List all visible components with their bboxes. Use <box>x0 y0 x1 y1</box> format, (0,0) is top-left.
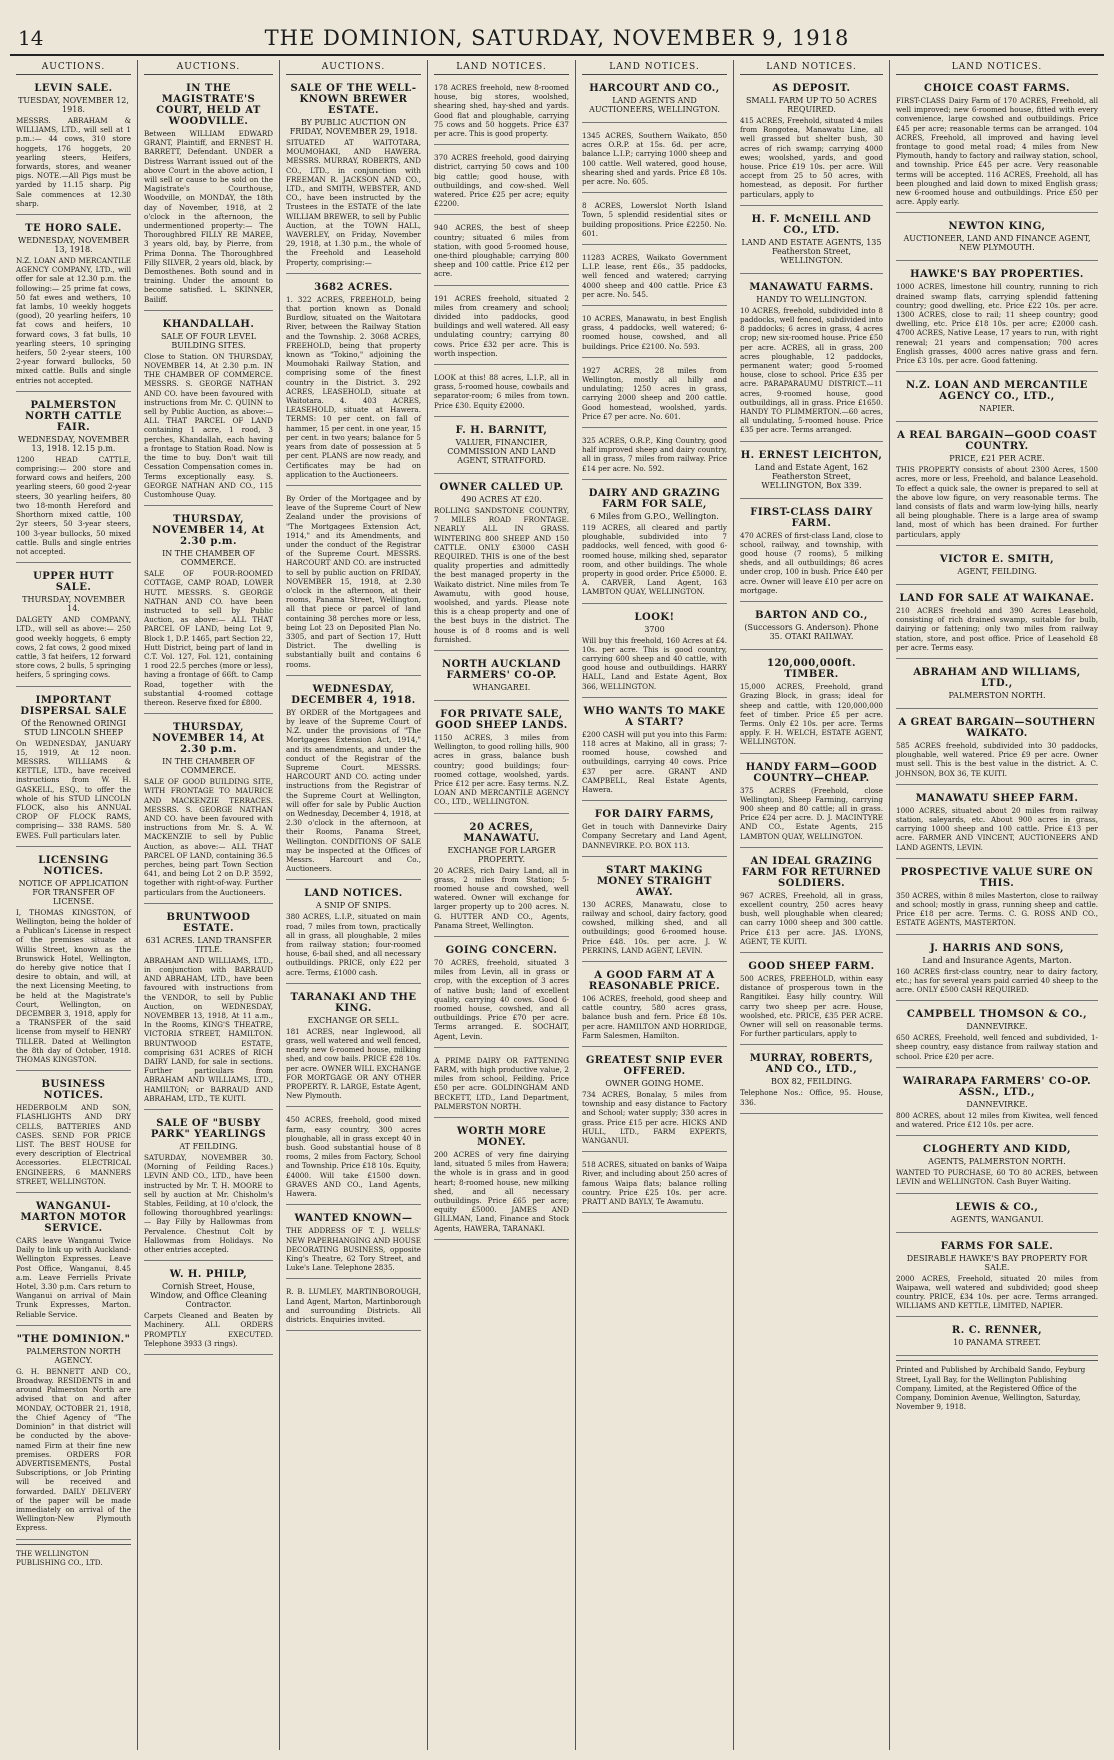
classified-ad <box>144 908 273 1110</box>
classified-ad <box>144 79 273 311</box>
ad-body: By Order of the Mortgagee and by leave of the Supreme Court of New Zealand under the provisions of "The Mortgagees Extension Act, 1914," and its Amendments, and under the conduct of the Registrar of the Supreme Court. MESSRS. HARCOURT AND CO. are instructed to sell by public auction on FRIDAY, NOVEMBER 15, 1918, at 2.30 o'clock in the afternoon, at their rooms, Panama Street, Wellington, all that piece or parcel of land containing 38 perches more or less, being Lot 23 on Deposited Plan No. 3305, and part of Section 17, Hutt District. The dwelling is substantially built and contains 6 rooms. <box>286 493 421 669</box>
classified-ad <box>582 608 727 698</box>
classified-ad <box>434 421 569 474</box>
classified-ad <box>740 446 883 499</box>
ad-title: LOOK! <box>634 611 675 623</box>
ad-body: 1150 ACRES, 3 miles from Wellington, to good rolling hills, 900 acres in grass, balance bush country; good buildings; four-roomed cottage, woolshed, yards. Price £12 per acre. Easy terms. N.Z. LOAN AND MERCANTILE AGENCY CO., LTD., WELLINGTON. <box>434 732 569 807</box>
ad-subtitle: AGENTS, WANGANUI. <box>950 1214 1044 1224</box>
classified-ad <box>434 1052 569 1118</box>
ad-title: FARMS FOR SALE. <box>940 1240 1054 1252</box>
ad-subtitle: Cornish Street, House, Window, and Office Cleaning Contractor. <box>149 1282 268 1310</box>
classified-ad <box>582 966 727 1047</box>
classified-ad <box>286 79 421 274</box>
ad-body: 119 ACRES, all cleared and partly ploughable, subdivided into 7 paddocks, well fenced, with good 6-roomed house, milking shed, separator room, and other buildings. The whole property in good order. Price £5000. E. A. CARVER, Land Agent, 163 LAMBTON QUAY, WELLINGTON. <box>582 522 727 597</box>
section-heading: LAND NOTICES. <box>740 60 883 75</box>
ad-title: IMPORTANT DISPERSAL SALE <box>20 694 127 717</box>
ad-body: SALE OF FOUR-ROOMED COTTAGE, CAMP ROAD, LOWER HUTT. MESSRS. S. GEORGE NATHAN AND CO. have been instructed to sell by Public Auction, as above:— ALL THAT PARCEL OF LAND, being Lot 9, Block 1, D.P. 1465, part Section 22, Hutt District, being part of land in C.T. Vol. 127, Fol. 121, containing 1 rood 22.5 perches (more or less), having a frontage of 66ft. to Camp Road, together with the substantial 4-roomed cottage thereon. Reserve fixed for £800. <box>144 569 273 707</box>
ad-title: THURSDAY, NOVEMBER 14, At 2.30 p.m. <box>152 514 265 548</box>
ad-title: WHO WANTS TO MAKE A START? <box>583 705 726 728</box>
classified-ad <box>582 1156 727 1213</box>
ad-title: PALMERSTON NORTH CATTLE FAIR. <box>25 399 122 433</box>
ad-body: 470 ACRES of first-class Land, close to school, railway, and township, with good house (7 rooms), 5 milking sheds, and all outbuildings; 86 acres under crop, 100 in bush. Price £40 per acre. Owner will leave £10 per acre on mortgage. <box>740 530 883 595</box>
section-heading: LAND NOTICES. <box>582 60 727 75</box>
classified-ad <box>286 988 421 1108</box>
classified-ad <box>434 655 569 701</box>
ad-subtitle: Of the Renowned ORINGI STUD LINCOLN SHEEP <box>20 718 127 737</box>
column-7 <box>890 60 1104 1750</box>
classified-ad <box>434 705 569 814</box>
ad-body: 178 ACRES freehold, new 8-roomed house, big stores, woolshed, shearing shed, hay-shed and yards. Good flat and ploughable, carrying 75 cows and 50 hoggets. Price £37 per acre. This is good property. <box>434 83 569 139</box>
classified-ad <box>582 805 727 857</box>
ad-body: 650 ACRES, Freehold, well fenced and subdivided, 1-sheep country, easy distance from railway station and school. Price £20 per acre. <box>896 1033 1098 1061</box>
classified-ad <box>16 1075 131 1193</box>
ad-body: I, THOMAS KINGSTON, of Wellington, being the holder of a Publican's License in respect of the premises situate at Willis Street, known as the Brunswick Hotel, Wellington, do hereby give notice that I desire to obtain, and will, at the next Licensing Meeting, to be held at the Magistrate's Court, Wellington, on DECEMBER 3, 1918, apply for a TRANSFER of the said license from myself to HENRY TILLER. Dated at Wellington the 8th day of October, 1918. THOMAS KINGSTON. <box>16 907 131 1065</box>
classified-ad <box>740 278 883 442</box>
ad-body: 1000 ACRES, situated about 20 miles from railway station, saleyards, etc. About 900 acres in grass, carrying 1000 sheep and 100 cattle. Price £13 per acre. FARMER AND VINCENT, AUCTIONEERS AND LAND AGENTS, LEVIN. <box>896 805 1098 852</box>
ad-body: THE ADDRESS OF T. J. WELLS' NEW PAPERHANGING AND HOUSE DECORATING BUSINESS, opposite King's Theatre, 62 Tory Street, and Luke's Lane. Telephone 2835. <box>286 1226 421 1273</box>
ad-body: THIS PROPERTY consists of about 2300 Acres, 1500 acres, more or less, Freehold, and balance Leasehold. To effect a quick sale, the owner is prepared to sell at the above low figure, on very reasonable terms. The land consists of flats and warm low-lying hills, nearly all being ploughable. There is a large area of swamp land, most of which has been drained. For further particulars, apply <box>896 465 1098 539</box>
ad-title: BARTON AND CO., <box>755 610 868 622</box>
ad-body: CARS leave Wanganui Twice Daily to link up with Auckland-Wellington Expresses. Leave Post Office, Wanganui, 8.45 a.m. Leave Ferriells Private Hotel, 3.30 p.m. Cars return to Wanganui on arrival of Main Trunk Expresses, Marton. Reliable Service. <box>16 1236 131 1319</box>
classified-ad <box>434 478 569 651</box>
classified-ad <box>434 79 569 145</box>
classified-ad <box>434 149 569 215</box>
ad-title: H. F. McNEILL AND CO., LTD. <box>751 213 872 236</box>
classified-ad <box>740 606 883 650</box>
ad-subtitle: PALMERSTON NORTH. <box>948 690 1046 700</box>
classified-ad <box>434 290 569 365</box>
ad-body: 191 ACRES freehold, situated 2 miles from creamery and school; divided into paddocks, good buildings and well watered. All easy undulating country; carrying 80 cows. Price £32 per acre. This is worth inspection. <box>434 293 569 358</box>
ad-body: 10 ACRES, freehold, subdivided into 8 paddocks, well fenced, subdivided into 8 paddocks; 6 acres in grass, 4 acres crop; new six-roomed house. Price £50 per acre. ACRES, all in grass, 200 acres ploughable, 12 paddocks, permanent water; good 5-roomed house, close to school. Price £35 per acre. PARAPARAUMU DISTRICT.—11 acres, 9-roomed house, good outbuildings, all in grass. Price £1650. HANDY TO PLIMMERTON.—60 acres, all undulating, 5-roomed house. Price £35 per acre. Terms arranged. <box>740 305 883 435</box>
ad-body: 1000 ACRES, limestone hill country, running to rich drained swamp flats, carrying splendid fattening country; good dwelling, etc. Price £22 10s. per acre. 1300 ACRES, close to rail; 11 sheep country; good dwelling, etc. Price £18 10s. per acre; £2000 cash. 4700 ACRES, Native Lease, 17 years to run, with right renewal; 21 years and compensation; 700 acres English grasses, 4000 acres native grass and fern. Price £3 10s. per acre. Good fattening. <box>896 282 1098 366</box>
ad-title: UPPER HUTT SALE. <box>33 571 114 594</box>
classified-ad <box>286 1111 421 1205</box>
ad-subtitle: NOTICE OF APPLICATION FOR TRANSFER OF LICENSE. <box>18 878 129 906</box>
column-3 <box>280 60 428 1750</box>
ad-subtitle: TUESDAY, NOVEMBER 12, 1918. <box>18 96 129 114</box>
ad-body: 518 ACRES, situated on banks of Waipa River, and including about 250 acres of famous Waipa flats; balance rolling country. Price £25 10s. per acre. PRATT AND BAYLY, Te Awamutu. <box>582 1160 727 1207</box>
section-heading: AUCTIONS. <box>16 60 131 75</box>
classified-ad <box>434 941 569 1048</box>
ad-body: 1. 322 ACRES, FREEHOLD, being that portion known as Donald Burdlow, situated on the Waitotara River, between the Railway Station and the Township. 2. 3068 ACRES, FREEHOLD, being that property known as "Tokino," adjoining the Moumohaki Railway Station, and comprising some of the finest country in the District. 3. 292 ACRES, LEASEHOLD, situate at Waitotara. 4. 403 ACRES, LEASEHOLD, situate at Hawera. TERMS: 10 per cent. on fall of hammer, 15 per cent. in one year, 15 per cent. in two years; balance for 5 years from date of possession at 5 per cent. PLANS are now ready, and Certificates may be had on application to the Auctioneers. <box>286 294 421 479</box>
classified-ad <box>896 1072 1098 1136</box>
classified-ad <box>896 663 1098 709</box>
ad-title: WANGANUI-MARTON MOTOR SERVICE. <box>20 1201 127 1235</box>
classified-ad <box>286 490 421 676</box>
column-2 <box>138 60 280 1750</box>
ad-subtitle: DANNEVIRKE. <box>966 1099 1028 1109</box>
ad-subtitle: HANDY TO WELLINGTON. <box>756 294 867 304</box>
ad-title: HAWKE'S BAY PROPERTIES. <box>910 269 1084 281</box>
classified-ad <box>896 1198 1098 1233</box>
classified-ad <box>286 884 421 983</box>
ad-body: SALE OF GOOD BUILDING SITE, WITH FRONTAGE TO MAURICE AND MACKENZIE TERRACES. MESSRS. S. GEORGE NATHAN AND CO. have been favoured with instructions from Mr. S. A. W. MACKENZIE to sell by Public Auction, as above:— ALL THAT PARCEL OF LAND, containing 36.5 perches, being part Town Section 641, and being Lot 2 on D.P. 3592, together with right-of-way. Further particulars from the Auctioneers. <box>144 777 273 897</box>
ad-title: A GREAT BARGAIN—SOUTHERN WAIKATO. <box>898 716 1096 739</box>
ad-subtitle: AUCTIONEER, LAND AND FINANCE AGENT, NEW PLYMOUTH. <box>903 234 1091 253</box>
ad-subtitle: 490 ACRES AT £20. <box>461 494 542 504</box>
ad-body: 967 ACRES, Freehold, all in grass, excellent country, 250 acres heavy bush, well ploughable when cleared; can carry 1000 sheep and 300 cattle. Price £13 per acre. JAS. LYONS, AGENT, TE KUITI. <box>740 890 883 946</box>
classified-ad <box>740 1049 883 1113</box>
classified-ad <box>896 79 1098 213</box>
ad-body: Carpets Cleaned and Beaten by Machinery. ALL ORDERS PROMPTLY EXECUTED. Telephone 3933 (3 rings). <box>144 1311 273 1348</box>
classified-ad <box>16 567 131 686</box>
classified-ad <box>896 789 1098 859</box>
classified-ad <box>582 1051 727 1152</box>
ad-body: HEDERBOLM AND SON, FLASHLIGHTS AND DRY CELLS, BATTERIES AND CASES. SEND FOR PRICE LIST. The BEST HOUSE for every description of Electrical Accessories. ELECTRICAL ENGINEERS, 6 MANNERS STREET, WELLINGTON. <box>16 1103 131 1186</box>
ad-body: £200 CASH will put you into this Farm: 118 acres at Makino, all in grass; 7-roomed house, cowshed and outbuildings, carrying 40 cows. Price £37 per acre. GRANT AND CAMPBELL, Real Estate Agents, Hawera. <box>582 729 727 794</box>
ad-subtitle: IN THE CHAMBER OF COMMERCE. <box>162 549 255 568</box>
classified-ad <box>144 510 273 714</box>
ad-title: H. ERNEST LEICHTON, <box>740 449 883 461</box>
ad-body: 734 ACRES, Bonalay, 5 miles from township and easy distance to Factory and School; water supply; 330 acres in grass. Price £15 per acre. HICKS AND HULL, LTD., FARM EXPERTS, WANGANUI. <box>582 1090 727 1146</box>
ad-body: A PRIME DAIRY OR FATTENING FARM, with high productive value, 2 miles from school, Feilding. Price £50 per acre. GOLDINGHAM AND BECKETT, LTD., Land Department, PALMERSTON NORTH. <box>434 1055 569 1111</box>
classified-ad <box>740 654 883 753</box>
classified-ad <box>740 210 883 274</box>
ad-body: Between WILLIAM EDWARD GRANT, Plaintiff, and ERNEST H. BARRETT, Defendant. UNDER a Distress Warrant issued out of the above Court in the above action, I will sell or cause to be sold on the Magistrate's Courthouse, Woodville, on MONDAY, the 18th day of November, 1918, at 2 o'clock in the afternoon, the undermentioned property:— The Thoroughbred FILLY RE MAREE, 3 years old, bay, by Pierre, from Prima Donna. The Thoroughbred Filly SILVER, 2 years old, black, by Demosthenes. Both sound and in training. Under the amount to become satisfied. L. SKINNER, Bailiff. <box>144 129 273 304</box>
ad-title: N.Z. LOAN AND MERCANTILE AGENCY CO., LTD., <box>906 380 1088 403</box>
ad-title: CHOICE COAST FARMS. <box>924 83 1070 94</box>
classified-ad <box>896 939 1098 1002</box>
classified-ad <box>896 376 1098 422</box>
ad-title: F. H. BARNITT, <box>455 424 548 436</box>
ad-title: FOR DAIRY FARMS, <box>594 809 715 821</box>
ad-title: NEWTON KING, <box>948 221 1046 233</box>
ad-body: 585 ACRES freehold, subdivided into 30 paddocks, ploughable, well watered. Price £9 per acre. Owner must sell. This is the best value in the district. A. C. JOHNSON, BOX 36, TE KUITI. <box>896 740 1098 778</box>
classified-ad <box>286 680 421 881</box>
ad-title: MANAWATU FARMS. <box>749 281 874 293</box>
ad-body: DALGETY AND COMPANY, LTD., will sell as above:— 250 good weekly hoggets, 6 empty cows, 2 fat cows, 2 good mixed cattle, 3 fat heifers, 12 forward store cows, 2 bulls, 5 springing heifers, 5 springing cows. <box>16 615 131 680</box>
ad-title: AN IDEAL GRAZING FARM FOR RETURNED SOLDIERS. <box>741 855 882 889</box>
ad-subtitle: BOX 82, FEILDING. <box>770 1077 853 1087</box>
classified-ad <box>896 863 1098 935</box>
classified-ad <box>286 1209 421 1279</box>
ad-body: 800 ACRES, about 12 miles from Kiwitea, well fenced and watered. Price £12 10s. per acre. <box>896 1110 1098 1129</box>
ad-subtitle: (Successors G. Anderson). Phone 35. OTAKI RAILWAY. <box>744 623 879 642</box>
classified-ad <box>434 369 569 417</box>
ad-subtitle: OWNER GOING HOME. <box>605 1079 704 1088</box>
ad-title: "THE DOMINION." <box>16 1333 131 1345</box>
ad-title: BRUNTWOOD ESTATE. <box>166 911 251 934</box>
ad-title: WANTED KNOWN— <box>294 1213 413 1225</box>
ad-title: START MAKING MONEY STRAIGHT AWAY. <box>596 864 712 898</box>
classified-ad <box>582 197 727 245</box>
ad-body: 2000 ACRES, Freehold, situated 20 miles from Waipawa, well watered and subdivided; good sheep country. PRICE, £34 10s. per acre. Terms arranged. WILLIAMS AND KETTLE, LIMITED, NAPIER. <box>896 1273 1098 1311</box>
classified-ad <box>896 1140 1098 1193</box>
ad-subtitle: LAND AND ESTATE AGENTS, 135 Featherston Street, WELLINGTON. <box>741 237 882 265</box>
classified-ad <box>896 1005 1098 1068</box>
page-number: 14 <box>18 26 44 50</box>
section-heading: LAND NOTICES. <box>896 60 1098 75</box>
classified-ad <box>144 1265 273 1355</box>
ad-body: WANTED TO PURCHASE, 60 TO 80 ACRES, between LEVIN and WELLINGTON. Cash Buyer Waiting. <box>896 1168 1098 1187</box>
ad-subtitle: EXCHANGE OR SELL. <box>307 1015 400 1025</box>
classified-ad <box>434 219 569 285</box>
ad-body: R. B. LUMLEY, MARTINBOROUGH, Land Agent, Marton, Martinborough and surrounding Districts. All districts. Enquiries invited. <box>286 1287 421 1324</box>
ad-body: 20 ACRES, rich Dairy Land, all in grass, 2 miles from Station; 5-roomed house and cowshed, well watered. Owner will exchange for larger property up to 200 acres. N. G. HUTTER AND CO., Agents, Panama Street, Wellington. <box>434 865 569 930</box>
newspaper-title: THE DOMINION, SATURDAY, NOVEMBER 9, 1918 <box>264 26 850 50</box>
ad-body: MESSRS. ABRAHAM & WILLIAMS, LTD., will sell at 1 p.m.:— 44 cows, 310 store hoggets, 176 hoggets, 20 yearling steers, Heifers, forwards, stores, and weaner pigs. NOTE.—All Pigs must be yarded by 11.15 sharp. Pig Sale commences at 12.30 sharp. <box>16 116 131 208</box>
classified-ad <box>740 79 883 206</box>
classified-ad <box>582 484 727 604</box>
ad-title: PROSPECTIVE VALUE SURE ON THIS. <box>900 866 1094 889</box>
classified-ad <box>582 861 727 962</box>
ad-title: FOR PRIVATE SALE, GOOD SHEEP LANDS. <box>435 708 568 731</box>
classified-ad <box>896 426 1098 546</box>
ad-body: 375 ACRES (Freehold, close Wellington), Sheep Farming, carrying 900 sheep and 80 cattle; all in grass. Price £24 per acre. D. J. MACINTYRE AND CO., Estate Agents, 215 LAMBTON QUAY, WELLINGTON. <box>740 785 883 841</box>
classified-ad <box>16 396 131 563</box>
ad-subtitle: WEDNESDAY, NOVEMBER 13, 1918. 12.15 p.m. <box>18 434 129 453</box>
classified-ad <box>896 713 1098 785</box>
classified-ad <box>896 589 1098 659</box>
ad-title: BUSINESS NOTICES. <box>41 1079 106 1102</box>
classified-ad <box>896 217 1098 261</box>
ad-body: 350 ACRES, within 8 miles Masterton, close to railway and school; mostly in grass, running sheep and cattle. Price £18 per acre. Terms. C. G. ROSS AND CO., ESTATE AGENTS, MASTERTON. <box>896 890 1098 928</box>
classified-ad <box>16 691 131 847</box>
ad-subtitle: LAND AGENTS AND AUCTIONEERS, WELLINGTON. <box>589 96 720 114</box>
ad-title: WEDNESDAY, DECEMBER 4, 1918. <box>291 683 416 706</box>
classified-ad <box>16 851 131 1071</box>
ad-subtitle: 631 ACRES. LAND TRANSFER TITLE. <box>145 935 272 954</box>
classified-ad <box>144 718 273 904</box>
classified-ad <box>16 1330 131 1540</box>
ad-body: 1200 HEAD CATTLE, comprising:— 200 store and forward cows and heifers, 200 yearling steers, 60 good 2-year steers, 30 yearling heifers, 80 two 18-month Hereford and Shorthorn mixed cattle, 100 2yr steers, 50 3-year steers, 100 3-year bullocks, 50 mixed cattle. Bulls and single entries not accepted. <box>16 454 131 556</box>
ad-title: GOING CONCERN. <box>445 944 558 956</box>
ad-title: HARCOURT AND CO., <box>589 83 720 94</box>
ad-body: ABRAHAM AND WILLIAMS, LTD., in conjunction with BARRAUD AND ABRAHAM, LTD., have been favoured with instructions from the VENDOR, to sell by Public Auction, on WEDNESDAY, NOVEMBER 13, 1918, At 11 a.m., In the Rooms, KING'S THEATRE, VICTORIA STREET, HAMILTON. BRUNTWOOD ESTATE, comprising 631 ACRES of RICH DAIRY LAND, for sale in sections. Further particulars from ABRAHAM AND WILLIAMS, LTD., HAMILTON; or BARRAUD AND ABRAHAM, LTD., TE KUITI. <box>144 955 273 1103</box>
ad-title: TARANAKI AND THE KING. <box>290 991 417 1014</box>
ad-body: G. H. BENNETT AND CO., Broadway. RESIDENTS in and around Palmerston North are advised that on and after MONDAY, OCTOBER 21, 1918, the Chief Agency of "The Dominion" in that district will be conducted by the above-named Firm at their fine new premises. ORDERS FOR ADVERTISEMENTS, Postal Subscriptions, or Job Printing will be received and forwarded. DAILY DELIVERY of the paper will be made immediately on arrival of the Wellington-New Plymouth Express. <box>16 1366 131 1533</box>
ad-title: LEVIN SALE. <box>34 83 113 94</box>
ad-body: 370 ACRES freehold, good dairying district, carrying 50 cows and 100 big cattle; good house, with outbuildings, and cow-shed. Well watered. Price £25 per acre; equity £2200. <box>434 153 569 209</box>
ad-subtitle: A SNIP OF SNIPS. <box>315 901 392 911</box>
ad-body: 1345 ACRES, Southern Waikato, 850 acres O.R.P. at 15s. 6d. per acre, balance L.I.P.; carrying 1000 sheep and 100 cattle. Well watered, good house, shearing shed and yards. Price £8 10s. per acre. No. 605. <box>582 131 727 187</box>
ad-body: FIRST-CLASS Dairy Farm of 170 ACRES, Freehold, all well improved; new 6-roomed house, fitted with every convenience, large cowshed and outbuildings. Price £45 per acre; reasonable terms can be arranged. 104 ACRES, Freehold, all improved and having level frontage to good metal road; 4 miles from New Plymouth, handy to factory and railway station, school, and township. Price £45 per acre. Very reasonable terms will be accepted. 116 ACRES, Freehold, all has been ploughed and laid down to mixed English grass; new 6-roomed house and outbuildings. Price £50 per acre. Apply early. <box>896 96 1098 207</box>
ad-title: TE HORO SALE. <box>25 223 122 235</box>
ad-body: 200 ACRES of very fine dairying land, situated 5 miles from Hawera; the whole is in grass and in good heart; 8-roomed house, new milking shed, and all necessary outbuildings. Price £65 per acre; equity £5000. JAMES AND GILLMAN, Land, Finance and Stock Agents, HAWERA, TARANAKI. <box>434 1150 569 1233</box>
ad-title: LAND FOR SALE AT WAIKANAE. <box>899 592 1095 604</box>
ad-body: LOOK at this! 88 acres, L.I.P., all in grass, 5-roomed house, cowbails and separator-room; 6 miles from town. Price £30. Equity £2000. <box>434 373 569 410</box>
section-heading: AUCTIONS. <box>286 60 421 75</box>
ad-title: OWNER CALLED UP. <box>439 481 564 493</box>
classified-ad <box>740 503 883 602</box>
ad-subtitle: WHANGAREI. <box>472 682 531 692</box>
ad-subtitle: AGENT, FEILDING. <box>957 566 1037 576</box>
ad-subtitle: PALMERSTON NORTH AGENCY. <box>26 1346 121 1365</box>
classified-ad <box>582 127 727 193</box>
ad-title: SALE OF THE WELL-KNOWN BREWER ESTATE. <box>290 83 417 116</box>
classified-ad <box>144 315 273 506</box>
ad-subtitle: IN THE CHAMBER OF COMMERCE. <box>162 757 255 776</box>
ad-subtitle: Land and Insurance Agents, Marton. <box>922 955 1072 965</box>
ad-body: 10 ACRES, Manawatu, in best English grass, 4 paddocks, well watered; 6-roomed house, cowshed, and all buildings. Price £2100. No. 593. <box>582 314 727 351</box>
ad-title: J. HARRIS AND SONS, <box>929 942 1065 954</box>
section-heading: AUCTIONS. <box>144 60 273 75</box>
ad-body: 11283 ACRES, Waikato Government L.I.P. lease, rent £6s., 35 paddocks, well fenced and watered; carrying 4000 sheep and 400 cattle. Price £3 per acre. No. 545. <box>582 253 727 299</box>
ad-title: THURSDAY, NOVEMBER 14, At 2.30 p.m. <box>152 722 265 756</box>
ad-subtitle: AT FEILDING. <box>179 1142 238 1152</box>
ad-body: Will buy this freehold, 160 Acres at £4. 10s. per acre. This is good country, carrying 600 sheep and 40 cattle, with good house and outbuildings. HARRY HALL, Land and Estate Agent, Box 366, WELLINGTON. <box>582 635 727 691</box>
ad-body: 15,000 ACRES, Freehold, grand Grazing Block, in grass; ideal for sheep and cattle, with 120,000,000 feet of timber. Price £5 per acre. Terms. Only £2 10s. per acre. Terms apply. F. H. WELCH, ESTATE AGENT, WELLINGTON. <box>740 682 883 747</box>
ad-title: NORTH AUCKLAND FARMERS' CO-OP. <box>441 658 562 681</box>
ad-title: SALE OF "BUSBY PARK" YEARLINGS <box>150 1118 267 1141</box>
classified-ad <box>582 702 727 801</box>
classified-ad <box>286 278 421 486</box>
ad-body: 70 ACRES, freehold, situated 3 miles from Levin, all in grass or crop, with the exception of 3 acres of native bush; land of excellent quality, carrying 40 cows. Good 6-roomed house, cowshed, and all outbuildings. Price £70 per acre. Terms arranged. E. SOCHAIT, Agent, Levin. <box>434 957 569 1041</box>
classified-ad <box>582 310 727 358</box>
ad-body: 500 ACRES, FREEHOLD, within easy distance of prosperous town in the Rangitikei. Easy hilly country. Will carry two sheep per acre. House, woolshed, etc. PRICE, £35 PER ACRE. Owner will sell on reasonable terms. For further particulars, apply to <box>740 973 883 1039</box>
ad-subtitle: EXCHANGE FOR LARGER PROPERTY. <box>447 845 556 864</box>
ad-title: MURRAY, ROBERTS, AND CO., LTD., <box>749 1053 874 1076</box>
classified-ad <box>740 758 883 848</box>
ad-title: LEWIS & CO., <box>955 1201 1039 1213</box>
classified-ad <box>896 1237 1098 1318</box>
ad-subtitle: 10 PANAMA STREET. <box>953 1338 1041 1348</box>
ad-body: 210 ACRES freehold and 390 Acres Leasehold, consisting of rich drained swamp, suitable for bulb, dairying or fattening; only two miles from railway station, store, and post office. Price of Leasehold £8 per acre. Terms easy. <box>896 605 1098 652</box>
ad-title: WAIRARAPA FARMERS' CO-OP. ASSN., LTD., <box>902 1075 1092 1098</box>
ad-body: 106 ACRES, freehold, good sheep and cattle country, 580 acres grass, balance bush and fern. Price £8 10s. per acre. HAMILTON AND HORRIDGE, Farm Salesmen, Hamilton. <box>582 993 727 1040</box>
ad-body: 160 ACRES first-class country, near to dairy factory, etc.; has for several years paid carried 40 sheep to the acre. ONLY £500 CASH REQUIRED. <box>896 966 1098 994</box>
classified-ad <box>16 1197 131 1326</box>
ad-title: LAND NOTICES. <box>304 888 403 900</box>
ad-title: DAIRY AND GRAZING FARM FOR SALE, <box>588 487 721 510</box>
ad-subtitle: 6 Miles from G.P.O., Wellington. <box>590 511 719 521</box>
ad-title: CAMPBELL THOMSON & CO., <box>906 1009 1088 1021</box>
classified-ad <box>286 1283 421 1331</box>
ad-title: 20 ACRES, MANAWATU. <box>463 821 540 844</box>
ad-body: SITUATED AT WAITOTARA, MOUMOHAKI, AND HAWERA. MESSRS. MURRAY, ROBERTS, AND CO., LTD., in conjunction with FREEMAN R. JACKSON AND CO., LTD., and SMITH, WEBSTER, AND CO., have been instructed by the Trustees in the ESTATE of the late WILLIAM BREWER, to sell by Public Auction, at the TOWN HALL, WAVERLEY, on Friday, November 29, 1918, at 1.30 p.m., the whole of the Freehold and Leasehold Property, comprising:— <box>286 138 421 267</box>
ad-subtitle: DESIRABLE HAWKE'S BAY PROPERTY FOR SALE. <box>906 1253 1088 1272</box>
ad-subtitle: Land and Estate Agent, 162 Featherston Street, WELLINGTON, Box 339. <box>754 462 869 490</box>
ad-title: MANAWATU SHEEP FARM. <box>915 792 1079 804</box>
classified-ad <box>896 550 1098 585</box>
column-6 <box>734 60 890 1750</box>
ad-body: 940 ACRES, the best of sheep country; situated 6 miles from station, with good 5-roomed house, one-third ploughable; carrying 800 sheep and 100 cattle. Price £12 per acre. <box>434 223 569 279</box>
ad-title: GOOD SHEEP FARM. <box>748 960 875 972</box>
classified-ad <box>582 79 727 123</box>
ad-title: GREATEST SNIP EVER OFFERED. <box>585 1055 724 1077</box>
column-4 <box>428 60 576 1750</box>
classified-ad <box>434 1122 569 1240</box>
ad-body: 415 ACRES, Freehold, situated 4 miles from Rongotea, Manawatu Line, all well grassed but shelter bush, 30 acres of rich swamp; carrying 4000 ewes; woolshed, yards, and good house. Price £19 10s. per acre. Will accept from 25 to 50 acres, with homestead, as deposit. For further particulars, apply to <box>740 116 883 199</box>
ad-subtitle: DANNEVIRKE. <box>966 1022 1028 1032</box>
classified-ad <box>582 432 727 480</box>
ad-subtitle: SALE OF FOUR LEVEL BUILDING SITES. <box>160 331 257 350</box>
ad-body: SATURDAY, NOVEMBER 30. (Morning of Feilding Races.) LEVIN AND CO., LTD., have been instructed by Mr. T. H. MOORE to sell by auction at Mr. Chisholm's Stables, Feilding, at 10 o'clock, the following thoroughbred yearlings:— Bay Filly by Hallowmas from Pervalence. Chestnut Colt by Hallowmas from Holidays. No other entries accepted. <box>144 1153 273 1255</box>
ad-body: On WEDNESDAY, JANUARY 15, 1919, At 12 noon. MESSRS. WILLIAMS & KETTLE, LTD., have received instructions from W. H. GASKELL, ESQ., to offer the whole of his STUD LINCOLN FLOCK, also his ANNUAL CROP OF FLOCK RAMS, comprising— 338 RAMS. 580 EWES. Full particulars later. <box>16 738 131 840</box>
classified-ad <box>434 818 569 937</box>
section-heading: LAND NOTICES. <box>434 60 569 75</box>
ad-body: 130 ACRES, Manawatu, close to railway and school, dairy factory, good cowshed, milking shed, and all outbuildings; good 6-roomed house. Price £48. 10s. per acre. J. W. PERKINS, LAND AGENT, LEVIN. <box>582 899 727 955</box>
ad-body: 181 ACRES, near Inglewood, all grass, well watered and well fenced, nearly new 6-roomed house, milking shed, and cow bails. PRICE £28 10s. per acre. OWNER WILL EXCHANGE FOR MORTGAGE OR ANY OTHER PROPERTY. R. LARGE, Estate Agent, New Plymouth. <box>286 1026 421 1101</box>
ad-title: ABRAHAM AND WILLIAMS, LTD., <box>913 666 1081 689</box>
ad-title: FIRST-CLASS DAIRY FARM. <box>750 506 873 529</box>
ad-subtitle: SMALL FARM UP TO 50 ACRES REQUIRED. <box>745 96 878 114</box>
classified-ad <box>16 219 131 392</box>
ad-subtitle: PRICE, £21 PER ACRE. <box>949 454 1045 464</box>
ad-subtitle: VALUER, FINANCIER, COMMISSION AND LAND AGENT, STRATFORD. <box>447 437 556 465</box>
masthead <box>10 16 1104 56</box>
ad-subtitle: BY PUBLIC AUCTION ON FRIDAY, NOVEMBER 29, 1918. <box>289 118 418 136</box>
ad-title: CLOGHERTY AND KIDD, <box>923 1144 1071 1156</box>
ad-title: R. C. RENNER, <box>951 1325 1043 1337</box>
classified-ad <box>896 1321 1098 1356</box>
classified-ad <box>740 852 883 953</box>
column-1 <box>10 60 138 1750</box>
ad-subtitle: 3700 <box>644 624 665 634</box>
ad-subtitle: NAPIER. <box>979 404 1015 414</box>
classified-ad <box>582 249 727 306</box>
ad-title: VICTOR E. SMITH, <box>939 553 1055 565</box>
column-5 <box>576 60 734 1750</box>
ad-title: W. H. PHILP, <box>169 1269 248 1281</box>
ad-title: AS DEPOSIT. <box>772 83 851 94</box>
column-footer: THE WELLINGTON PUBLISHING CO., LTD. <box>16 1544 131 1567</box>
column-footer: Printed and Published by Archibald Sando, Feyburg Street, Lyall Bay, for the Wellington Publishing Company, Limited, at the Registered Office of the Company, Dominion Avenue, Wellington, Saturday, November 9, 1918. <box>896 1360 1098 1411</box>
ad-body: Telephone Nos.: Office, 95. House, 336. <box>740 1088 883 1107</box>
classified-ad <box>16 79 131 215</box>
classified-ad <box>144 1114 273 1261</box>
ad-body: 1927 ACRES, 28 miles from Wellington, mostly all hilly and undulating; 1250 acres in grass, carrying 2000 sheep and 200 cattle. Good homestead, woolshed, yards. Price £7 per acre. No. 601. <box>582 365 727 421</box>
ad-body: 325 ACRES, O.R.P., King Country, good half improved sheep and dairy country, all in grass, 7 miles from railway. Price £14 per acre. No. 592. <box>582 436 727 473</box>
ad-body: 380 ACRES, L.I.P., situated on main road, 7 miles from town, practically all in grass, all ploughable, 2 miles from railway station; four-roomed house, 6-bail shed, and all necessary outbuildings. PRICE, only £22 per acre. Terms, £1000 cash. <box>286 912 421 977</box>
classified-ad <box>740 957 883 1045</box>
ad-title: A GOOD FARM AT A REASONABLE PRICE. <box>588 969 721 992</box>
columns-container <box>10 60 1104 1750</box>
ad-subtitle: AGENTS, PALMERSTON NORTH. <box>928 1157 1066 1167</box>
ad-subtitle: WEDNESDAY, NOVEMBER 13, 1918. <box>18 236 129 255</box>
classified-ad <box>896 265 1098 372</box>
ad-body: Get in touch with Dannevirke Dairy Company Secretary and Land Agent, DANNEVIRKE. P.O. BOX 113. <box>582 822 727 850</box>
ad-title: KHANDALLAH. <box>162 318 255 330</box>
ad-body: BY ORDER of the Mortgagees and by leave of the Supreme Court of N.Z. under the provisions of "The Mortgagees Extension Act, 1914," and its amendments, and under the conduct of the Registrar of the Supreme Court. MESSRS. HARCOURT AND CO. acting under instructions from the Registrar of the Supreme Court at Wellington, will offer for sale by Public Auction on Wednesday, December 4, 1918, at 2.30 o'clock in the afternoon, at their Rooms, Panama Street, Wellington. CONDITIONS OF SALE may be inspected at the Offices of Messrs. Harcourt and Co., Auctioneers. <box>286 707 421 874</box>
ad-subtitle: THURSDAY, NOVEMBER 14. <box>22 595 125 614</box>
ad-title: LICENSING NOTICES. <box>38 854 109 877</box>
ad-title: A REAL BARGAIN—GOOD COAST COUNTRY. <box>897 430 1097 453</box>
ad-title: HANDY FARM—GOOD COUNTRY—CHEAP. <box>745 761 878 784</box>
classified-ad <box>582 362 727 428</box>
ad-body: 450 ACRES, freehold, good mixed farm, easy country, 300 acres ploughable, all in grass except 40 in bush. Good substantial house of 8 rooms, 2 miles from Factory, School and Township. Price £18 10s. Equity, £4000. Will take £1500 down. GRAVES AND CO., Land Agents, Hawera. <box>286 1115 421 1199</box>
ad-title: IN THE MAGISTRATE'S COURT, HELD AT WOODVILLE. <box>156 83 261 127</box>
ad-title: WORTH MORE MONEY. <box>456 1126 547 1149</box>
ad-title: 3682 ACRES. <box>314 281 393 293</box>
ad-body: ROLLING SANDSTONE COUNTRY, 7 MILES ROAD FRONTAGE. NEARLY ALL IN GRASS. WINTERING 800 SHEEP AND 150 CATTLE. ONLY £3000 CASH REQUIRED. THIS is one of the best quality properties and admittedly the best managed property in the Waikato district. Nine miles from Te Awamutu, with good house, woolshed, and yards. Please note this is a cheap property and one of the best buys in the district. The house is of 8 rooms and is well furnished. <box>434 505 569 644</box>
ad-body: 8 ACRES, Lowerslot North Island Town, 5 splendid residential sites or building propositions. Price £2250. No. 601. <box>582 201 727 238</box>
ad-title: 120,000,000ft. TIMBER. <box>767 658 856 681</box>
ad-body: Close to Station. ON THURSDAY, NOVEMBER 14, At 2.30 p.m. IN THE CHAMBER OF COMMERCE. MESSRS. S. GEORGE NATHAN AND CO. have been favoured with instructions from Mr. C. QUINN to sell by Public Auction, as above:— ALL THAT PARCEL OF LAND containing 1 acre, 1 rood, 3 perches, Khandallah, each having a frontage to Station Road. Now is the time to buy. Don't wait till Cessation Compensation comes in. Terms exceptionally easy. S. GEORGE NATHAN AND CO., 115 Customhouse Quay. <box>144 351 273 499</box>
ad-body: N.Z. LOAN AND MERCANTILE AGENCY COMPANY, LTD., will offer for sale at 12.30 p.m. the following:— 25 prime fat cows, 50 fat ewes and wethers, 10 fat lambs, 10 weekly hoggets (good), 20 yearling heifers, 10 fat cows and heifers, 10 forward cows, 3 fat bulls, 10 yearling steers, 10 springing heifers, 50 2-year steers, 100 2-year forward bullocks, 50 mixed cattle. Bulls and single entries not accepted. <box>16 256 131 385</box>
